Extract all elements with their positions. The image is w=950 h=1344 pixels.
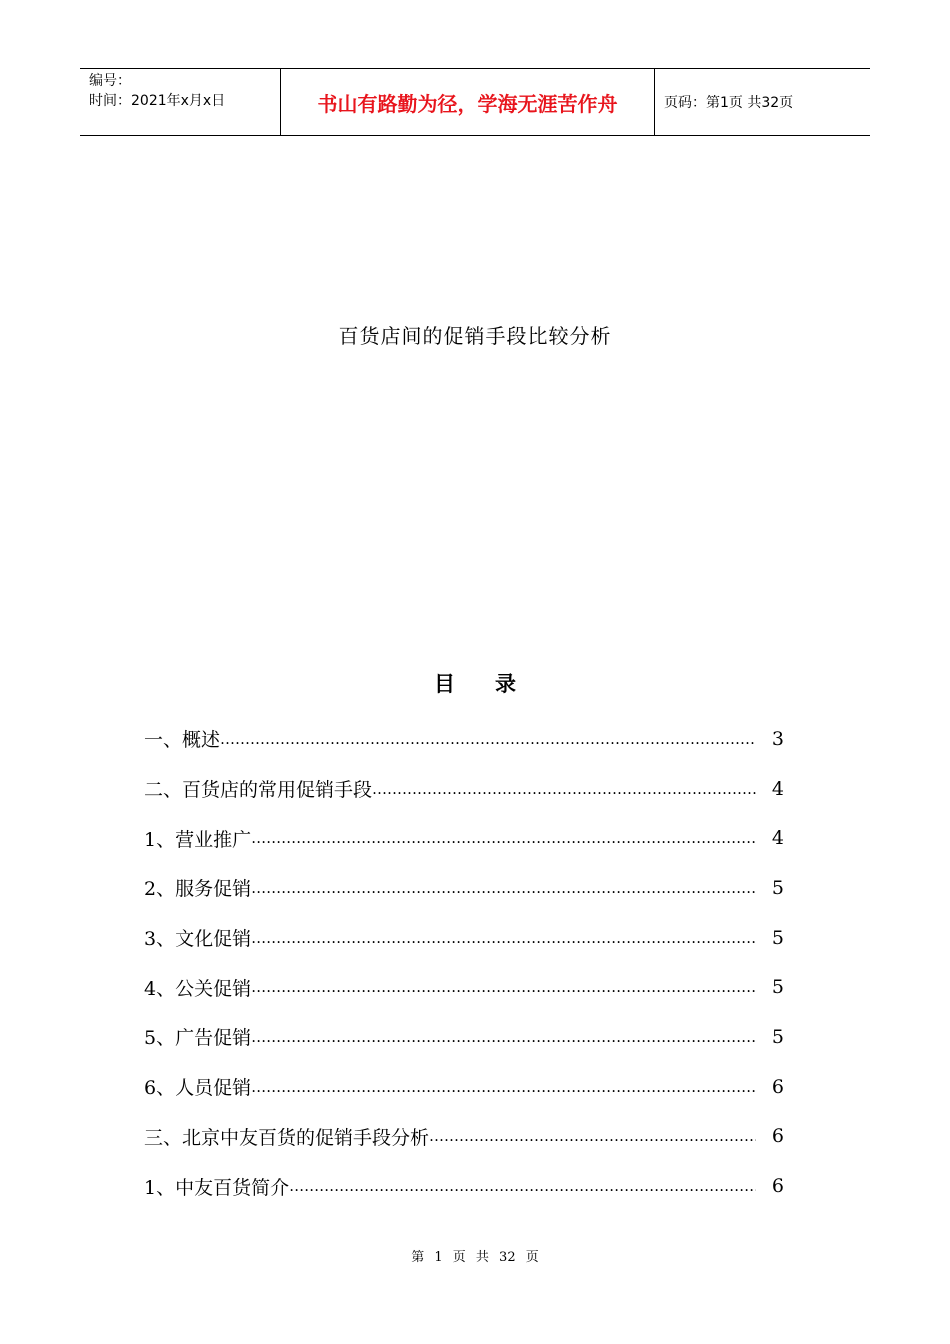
page-footer: 第 1 页 共 32 页	[411, 1250, 539, 1265]
toc-leader-dots	[372, 780, 756, 798]
toc-item[interactable]	[144, 1112, 784, 1162]
toc-heading-part2: 录	[495, 672, 516, 696]
toc-item[interactable]	[144, 863, 784, 913]
toc-item-page: 5	[771, 926, 784, 949]
toc-item-label: 2、服务促销	[144, 878, 252, 901]
toc-item[interactable]	[144, 1012, 784, 1062]
toc-item-page: 5	[771, 1025, 784, 1048]
toc-item-label: 三、北京中友百货的促销手段分析	[144, 1126, 430, 1149]
toc-item-page: 6	[771, 1175, 784, 1198]
toc-item-label: 1、营业推广	[144, 828, 252, 851]
page-header	[80, 68, 870, 136]
toc-item-label: 3、文化促销	[144, 928, 252, 951]
toc-item-label: 4、公关促销	[144, 977, 252, 1000]
toc-item-page: 6	[771, 1075, 784, 1098]
toc-leader-dots	[220, 730, 756, 748]
toc-leader-dots	[251, 829, 756, 847]
toc-leader-dots	[251, 978, 756, 996]
toc-leader-dots	[429, 1127, 756, 1145]
toc-heading	[0, 668, 950, 698]
toc-item[interactable]	[144, 1062, 784, 1112]
toc-item-label: 1、中友百货简介	[144, 1176, 290, 1199]
header-motto: 书山有路勤为径，学海无涯苦作舟	[281, 69, 655, 135]
header-meta	[80, 69, 281, 135]
toc-item[interactable]	[144, 1161, 784, 1211]
toc-leader-dots	[251, 1028, 756, 1046]
toc-item[interactable]	[144, 764, 784, 814]
toc-item-page: 6	[771, 1125, 784, 1148]
toc-leader-dots	[251, 879, 756, 897]
toc-item-label: 6、人员促销	[144, 1077, 252, 1100]
toc-item-label: 5、广告促销	[144, 1027, 252, 1050]
toc-leader-dots	[251, 929, 756, 947]
header-number-label: 编号：	[89, 73, 131, 89]
toc-list	[144, 714, 784, 1211]
toc-item-label: 二、百货店的常用促销手段	[144, 779, 373, 802]
document-title: 百货店间的促销手段比较分析	[338, 324, 612, 348]
toc-leader-dots	[289, 1177, 756, 1195]
toc-item-page: 3	[771, 727, 784, 750]
toc-item[interactable]	[144, 962, 784, 1012]
toc-item[interactable]	[144, 714, 784, 764]
header-page-info: 页码：第1页 共32页	[664, 95, 794, 111]
toc-item-page: 4	[771, 827, 784, 850]
toc-item-page: 5	[771, 876, 784, 899]
toc-item-label: 一、概述	[144, 729, 221, 752]
toc-item-page: 5	[771, 976, 784, 999]
toc-leader-dots	[251, 1078, 756, 1096]
header-time-label: 时间：2021年x月x日	[89, 93, 226, 109]
toc-heading-part1: 目	[434, 672, 455, 696]
toc-item[interactable]	[144, 813, 784, 863]
toc-item-page: 4	[771, 777, 784, 800]
toc-item[interactable]	[144, 913, 784, 963]
